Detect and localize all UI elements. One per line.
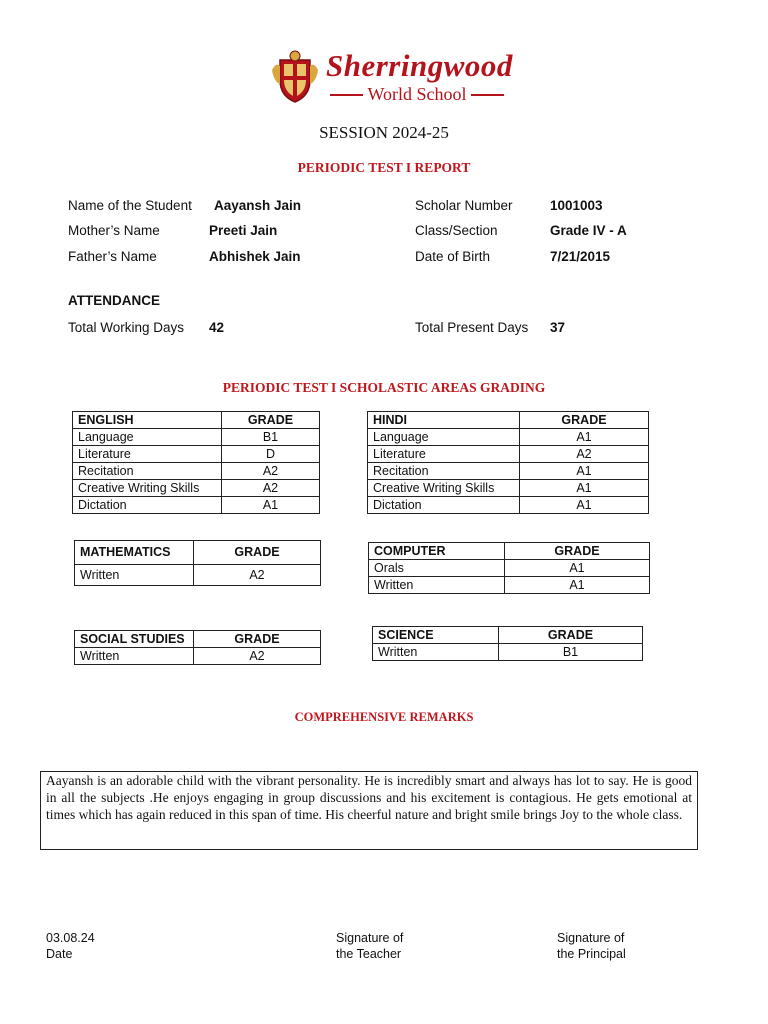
present-days: 37 — [550, 320, 566, 335]
grade-header: GRADE — [520, 412, 649, 429]
table-row — [369, 560, 650, 577]
area-cell: Creative Writing Skills — [368, 480, 520, 497]
area-cell: Dictation — [368, 497, 520, 514]
scholar-number-label: Scholar Number — [415, 198, 513, 213]
grade-cell: A2 — [222, 463, 320, 480]
grade-cell: A2 — [520, 446, 649, 463]
computer-table — [368, 542, 650, 594]
area-cell: Language — [368, 429, 520, 446]
teacher-signature — [336, 930, 403, 962]
subject-title: SCIENCE — [373, 627, 499, 644]
school-crest-icon — [270, 50, 320, 104]
remarks-box: Aayansh is an adorable child with the vibrant personality. He is incredibly smart and always has lot to say. He is good in all the subjects .He enjoys engaging in group discussions and his excitement is contagious. He gets emotional at times which has again reduced in this span of time. His cheerful nature and bright smile brings Joy to the whole class. — [40, 771, 698, 850]
grade-cell: A1 — [222, 497, 320, 514]
working-days: 42 — [209, 320, 225, 335]
grade-header: GRADE — [194, 631, 321, 648]
grade-cell: A2 — [194, 565, 321, 586]
area-cell: Recitation — [368, 463, 520, 480]
subtitle-rule-right — [471, 94, 504, 96]
table-row — [73, 497, 320, 514]
working-days-label: Total Working Days — [68, 320, 185, 335]
attendance-heading: ATTENDANCE — [68, 293, 160, 308]
subject-title: COMPUTER — [369, 543, 505, 560]
teacher-signature-line1: Signature of — [336, 931, 404, 945]
teacher-signature-line2: the Teacher — [336, 947, 402, 961]
table-row — [368, 497, 649, 514]
class-section-label: Class/Section — [415, 223, 498, 238]
grade-cell: B1 — [222, 429, 320, 446]
table-header — [75, 631, 321, 648]
grade-cell: B1 — [499, 644, 643, 661]
table-row — [73, 463, 320, 480]
remarks-title: COMPREHENSIVE REMARKS — [294, 710, 474, 724]
subject-title: HINDI — [368, 412, 520, 429]
grade-cell: A1 — [520, 480, 649, 497]
table-row — [73, 480, 320, 497]
table-row — [368, 480, 649, 497]
table-row — [75, 565, 321, 586]
area-cell: Dictation — [73, 497, 222, 514]
scholar-number: 1001003 — [550, 198, 603, 213]
date-value: 03.08.24 — [46, 931, 95, 945]
grade-cell: A1 — [505, 577, 650, 594]
school-name: Sherringwood — [326, 48, 513, 83]
table-row — [73, 446, 320, 463]
school-subtitle-text: World School — [367, 84, 467, 104]
student-name: Aayansh Jain — [214, 198, 302, 213]
principal-signature-line1: Signature of — [557, 931, 625, 945]
hindi-table — [367, 411, 649, 514]
table-row — [73, 429, 320, 446]
area-cell: Written — [369, 577, 505, 594]
subtitle-rule-left — [330, 94, 363, 96]
table-row — [368, 446, 649, 463]
area-cell: Literature — [73, 446, 222, 463]
grade-header: GRADE — [499, 627, 643, 644]
grade-cell: A1 — [520, 463, 649, 480]
grade-cell: A1 — [520, 497, 649, 514]
present-days-label: Total Present Days — [415, 320, 529, 335]
grade-cell: A1 — [505, 560, 650, 577]
table-row — [368, 463, 649, 480]
table-row — [369, 577, 650, 594]
subject-title: ENGLISH — [73, 412, 222, 429]
dob-label: Date of Birth — [415, 249, 491, 264]
father-name: Abhishek Jain — [209, 249, 301, 264]
area-cell: Language — [73, 429, 222, 446]
grade-cell: A2 — [222, 480, 320, 497]
grade-cell: D — [222, 446, 320, 463]
session-title: SESSION 2024-25 — [319, 123, 449, 142]
area-cell: Written — [75, 648, 194, 665]
grade-header: GRADE — [505, 543, 650, 560]
subject-title: SOCIAL STUDIES — [75, 631, 194, 648]
date-label: Date — [46, 947, 73, 961]
table-header — [373, 627, 643, 644]
student-name-label: Name of the Student — [68, 198, 192, 213]
english-table — [72, 411, 320, 514]
footer-date — [46, 930, 95, 962]
area-cell: Recitation — [73, 463, 222, 480]
subject-title: MATHEMATICS — [75, 541, 194, 565]
science-table — [372, 626, 643, 661]
table-header — [73, 412, 320, 429]
area-cell: Creative Writing Skills — [73, 480, 222, 497]
mother-name-label: Mother’s Name — [68, 223, 160, 238]
table-header — [369, 543, 650, 560]
mathematics-table — [74, 540, 321, 586]
report-title: PERIODIC TEST I REPORT — [297, 160, 471, 175]
father-name-label: Father’s Name — [68, 249, 157, 264]
table-row — [75, 648, 321, 665]
principal-signature — [557, 930, 626, 962]
mother-name: Preeti Jain — [209, 223, 278, 238]
principal-signature-line2: the Principal — [557, 947, 626, 961]
table-row — [368, 429, 649, 446]
table-row — [373, 644, 643, 661]
grade-header: GRADE — [222, 412, 320, 429]
area-cell: Orals — [369, 560, 505, 577]
grade-cell: A2 — [194, 648, 321, 665]
area-cell: Literature — [368, 446, 520, 463]
grade-cell: A1 — [520, 429, 649, 446]
school-subtitle — [330, 84, 504, 105]
grade-header: GRADE — [194, 541, 321, 565]
class-section: Grade IV - A — [550, 223, 627, 238]
social-studies-table — [74, 630, 321, 665]
table-header — [75, 541, 321, 565]
area-cell: Written — [75, 565, 194, 586]
table-header — [368, 412, 649, 429]
scholastic-title: PERIODIC TEST I SCHOLASTIC AREAS GRADING — [222, 380, 546, 395]
dob: 7/21/2015 — [550, 249, 611, 264]
area-cell: Written — [373, 644, 499, 661]
